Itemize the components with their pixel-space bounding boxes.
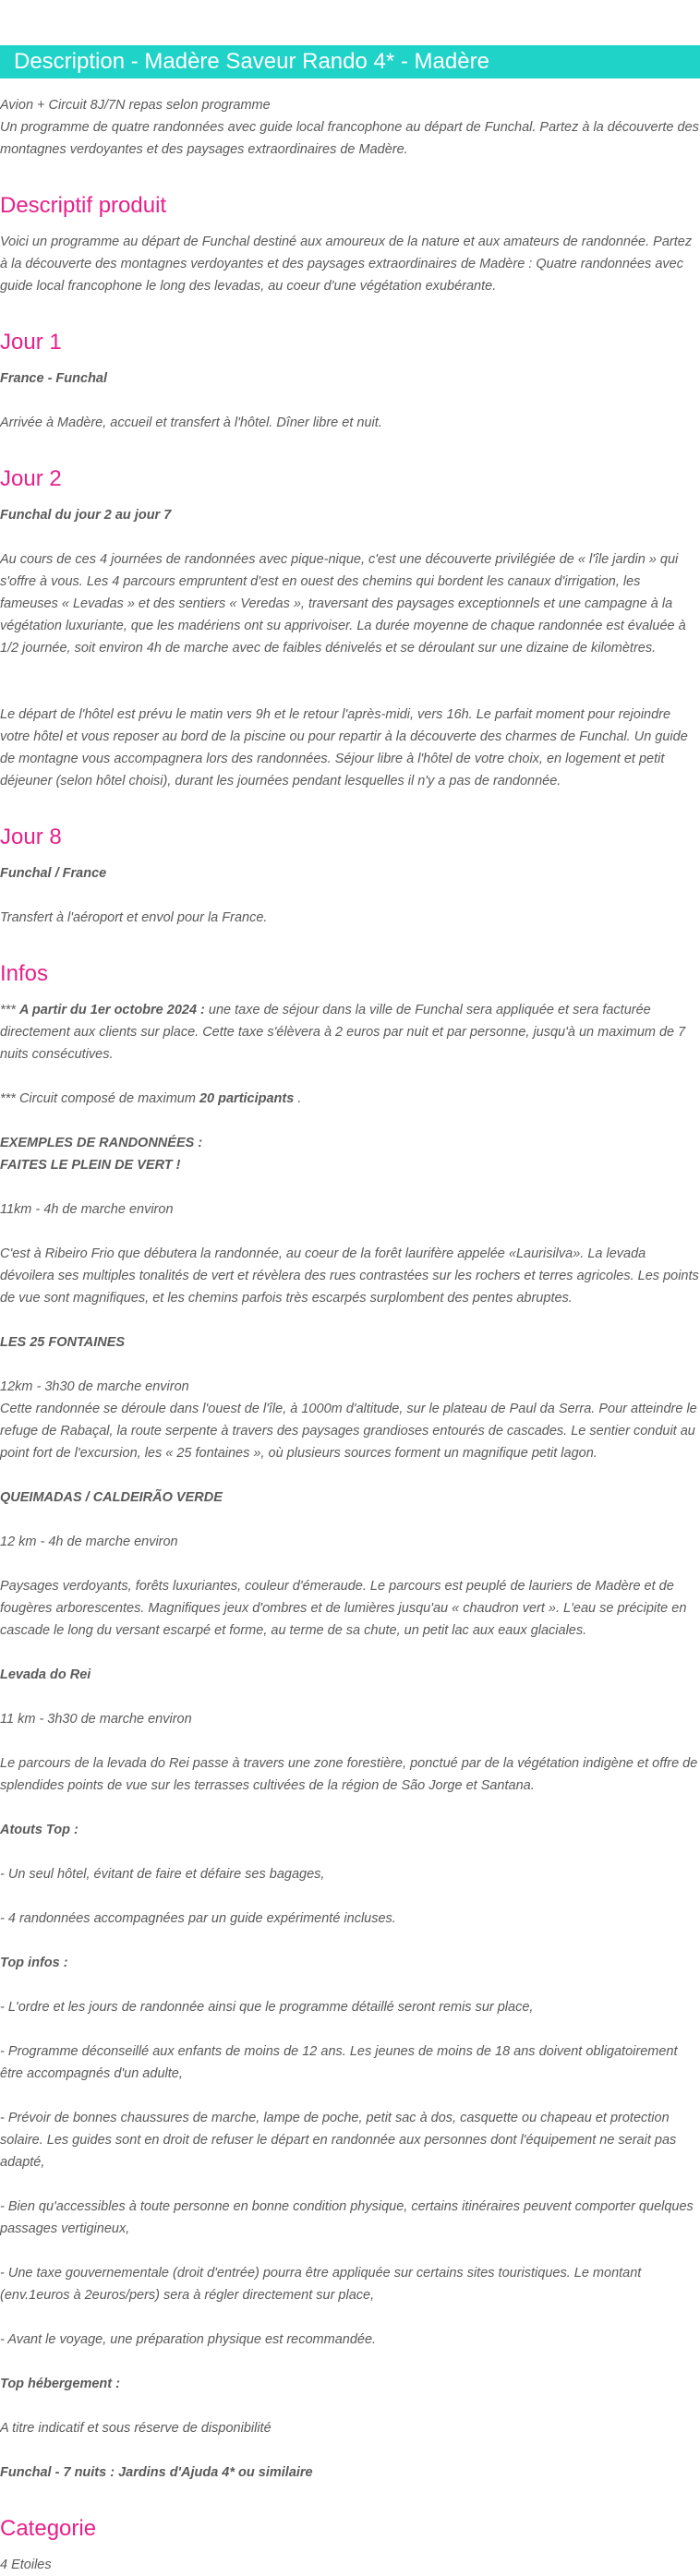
rando-4-time: 11 km - 3h30 de marche environ bbox=[0, 1712, 192, 1727]
jour-2-paragraph-2: Le départ de l'hôtel est prévu le matin vers 9h et le retour l'après-midi, vers 16h. Le parfait moment pour rejoindre votre hôtel et vous reposer au bord de la piscine ou pour repartir à la découverte des charmes de Funchal. Un guide de montagne vous accompagnera lors des randonnées. Séjour libre à l'hôtel de votre choix, en logement et petit déjeuner (selon hôtel choisi), durant les journées pendant lesquelles il n'y a pas de randonnée. bbox=[0, 707, 688, 788]
section-jour-2 bbox=[0, 465, 700, 792]
intro-block bbox=[0, 94, 700, 161]
taxe-date: A partir du 1er octobre 2024 : bbox=[18, 1003, 205, 1017]
rando-4-text: Le parcours de la levada do Rei passe à travers une zone forestière, ponctué par de la végétation indigène et offre de splendides points de vue sur les terrasses cultivées de la région de São Jorge et Santana. bbox=[0, 1756, 698, 1793]
rando-3-time: 12 km - 4h de marche environ bbox=[0, 1535, 178, 1549]
intro-formula: Avion + Circuit 8J/7N repas selon programme bbox=[0, 98, 271, 113]
categorie-value: 4 Etoiles bbox=[0, 2558, 52, 2572]
title-banner bbox=[0, 45, 700, 78]
atout-item: - Un seul hôtel, évitant de faire et défaire ses bagages, bbox=[0, 1867, 325, 1882]
exemples-title: EXEMPLES DE RANDONNÉES : bbox=[0, 1136, 203, 1150]
section-categorie bbox=[0, 2515, 700, 2576]
jour-2-paragraph-1: Au cours de ces 4 journées de randonnées avec pique-nique, c'est une découverte privilégiée de « l'île jardin » qui s'offre à vous. Les 4 parcours empruntent d'est en ouest des chemins qui bordent les canaux d'irrigation, les fameuses « Levadas » et des sentiers « Veredas », traversant des paysages exceptionnels et une campagne à la végétation luxuriante, que les madériens ont su apprivoiser. La durée moyenne de chaque randonnée est évaluée à 1/2 journée, soit environ 4h de marche avec de faibles dénivelés et se déroulant sur une dizaine de kilomètres. bbox=[0, 552, 686, 656]
hotel-name: Funchal - 7 nuits : Jardins d'Ajuda 4* ou similaire bbox=[0, 2465, 313, 2480]
info-item: - L'ordre et les jours de randonnée ainsi que le programme détaillé seront remis sur place, bbox=[0, 2000, 534, 2015]
taxe-sejour-text bbox=[0, 999, 700, 1065]
atouts-title: Atouts Top : bbox=[0, 1823, 78, 1837]
heading-infos: Infos bbox=[0, 961, 49, 986]
hebergement-title: Top hébergement : bbox=[0, 2377, 120, 2391]
rando-2-title: LES 25 FONTAINES bbox=[0, 1335, 126, 1350]
top-infos-title: Top infos : bbox=[0, 1956, 68, 1970]
atout-item: - 4 randonnées accompagnées par un guide expérimenté incluses. bbox=[0, 1911, 396, 1926]
rando-4-title: Levada do Rei bbox=[0, 1667, 91, 1682]
circuit-suffix: . bbox=[294, 1091, 302, 1106]
info-item: - Avant le voyage, une préparation physique est recommandée. bbox=[0, 2332, 377, 2347]
heading-jour-1: Jour 1 bbox=[0, 330, 62, 355]
descriptif-text: Voici un programme au départ de Funchal destiné aux amoureux de la nature et aux amateurs de randonnée. Partez à la découverte des montagnes verdoyantes et des paysages extraordinaires de Madère : Quatre randonnées avec guide local francophone le long des levadas, au coeur d'une végétation exubérante. bbox=[0, 235, 693, 294]
heading-jour-8: Jour 8 bbox=[0, 825, 62, 849]
circuit-max: 20 participants bbox=[199, 1091, 295, 1106]
heading-descriptif: Descriptif produit bbox=[0, 193, 167, 218]
circuit-participants bbox=[0, 1088, 700, 1110]
intro-summary: Un programme de quatre randonnées avec guide local francophone au départ de Funchal. Partez à la découverte des montagnes verdoyantes et des paysages extraordinaires de Madère. bbox=[0, 120, 699, 157]
rando-1-time: 11km - 4h de marche environ bbox=[0, 1202, 174, 1217]
rando-2-time: 12km - 3h30 de marche environ bbox=[0, 1379, 189, 1394]
section-jour-8 bbox=[0, 824, 700, 929]
jour-1-subtitle: France - Funchal bbox=[0, 371, 108, 386]
section-descriptif bbox=[0, 192, 700, 297]
heading-jour-2: Jour 2 bbox=[0, 466, 62, 491]
page-title: Description - Madère Saveur Rando 4* - Madère bbox=[14, 49, 489, 74]
jour-2-subtitle: Funchal du jour 2 au jour 7 bbox=[0, 508, 172, 523]
info-item: - Programme déconseillé aux enfants de moins de 12 ans. Les jeunes de moins de 18 ans doivent obligatoirement être accompagnés d'un adulte, bbox=[0, 2044, 678, 2081]
section-infos bbox=[0, 960, 700, 2484]
taxe-prefix: *** bbox=[0, 1003, 19, 1017]
rando-1-text: C'est à Ribeiro Frio que débutera la randonnée, au coeur de la forêt laurifère appelée «Laurisilva». La levada dévoilera ses multiples tonalités de vert et révèlera des rues contrastées sur les rochers et terres agricoles. Les points de vue sont magnifiques, et les chemins parfois très escarpés surplombent des pentes abruptes. bbox=[0, 1246, 699, 1306]
circuit-prefix: *** Circuit composé de maximum bbox=[0, 1091, 199, 1106]
rando-3-text: Paysages verdoyants, forêts luxuriantes, couleur d'émeraude. Le parcours est peuplé de lauriers de Madère et de fougères arborescentes. Magnifiques jeux d'ombres et de lumières jusqu'au « chaudron vert ». L'eau se précipite en cascade le long du versant escarpé et forme, au terme de sa chute, un petit lac aux eaux glaciales. bbox=[0, 1579, 687, 1638]
jour-8-subtitle: Funchal / France bbox=[0, 866, 107, 881]
hebergement-text: A titre indicatif et sous réserve de disponibilité bbox=[0, 2421, 272, 2436]
rando-3-title: QUEIMADAS / CALDEIRÃO VERDE bbox=[0, 1490, 223, 1505]
rando-2-text: Cette randonnée se déroule dans l'ouest de l'île, à 1000m d'altitude, sur le plateau de Paul da Serra. Pour atteindre le refuge de Rabaçal, la route serpente à travers des paysages grandioses entourés de cascades. Le sentier conduit au point fort de l'excursion, les « 25 fontaines », où plusieurs sources forment un magnifique petit lagon. bbox=[0, 1402, 697, 1461]
taxe-details: une taxe de séjour dans la ville de Funchal sera appliquée et sera facturée directement aux clients sur place. Cette taxe s'élèvera à 2 euros par nuit et par personne, jusqu'à un maximum de 7 nuits consécutives. bbox=[0, 1003, 686, 1062]
section-jour-1 bbox=[0, 329, 700, 434]
info-item: - Une taxe gouvernementale (droit d'entrée) pourra être appliquée sur certains sites touristiques. Le montant (env.1euros à 2euros/pers) sera à régler directement sur place, bbox=[0, 2266, 642, 2303]
jour-8-text: Transfert à l'aéroport et envol pour la France. bbox=[0, 910, 268, 925]
heading-categorie: Categorie bbox=[0, 2516, 97, 2541]
description-content bbox=[0, 94, 700, 2576]
info-item: - Prévoir de bonnes chaussures de marche, lampe de poche, petit sac à dos, casquette ou chapeau et protection solaire. Les guides sont en droit de refuser le départ en randonnée aux personnes dont l'équipement ne serait pas adapté, bbox=[0, 2111, 677, 2170]
info-item: - Bien qu'accessibles à toute personne en bonne condition physique, certains itinéraires peuvent comporter quelques passages vertigineux, bbox=[0, 2199, 694, 2236]
exemples-subtitle: FAITES LE PLEIN DE VERT ! bbox=[0, 1158, 181, 1173]
jour-1-text: Arrivée à Madère, accueil et transfert à l'hôtel. Dîner libre et nuit. bbox=[0, 415, 382, 430]
